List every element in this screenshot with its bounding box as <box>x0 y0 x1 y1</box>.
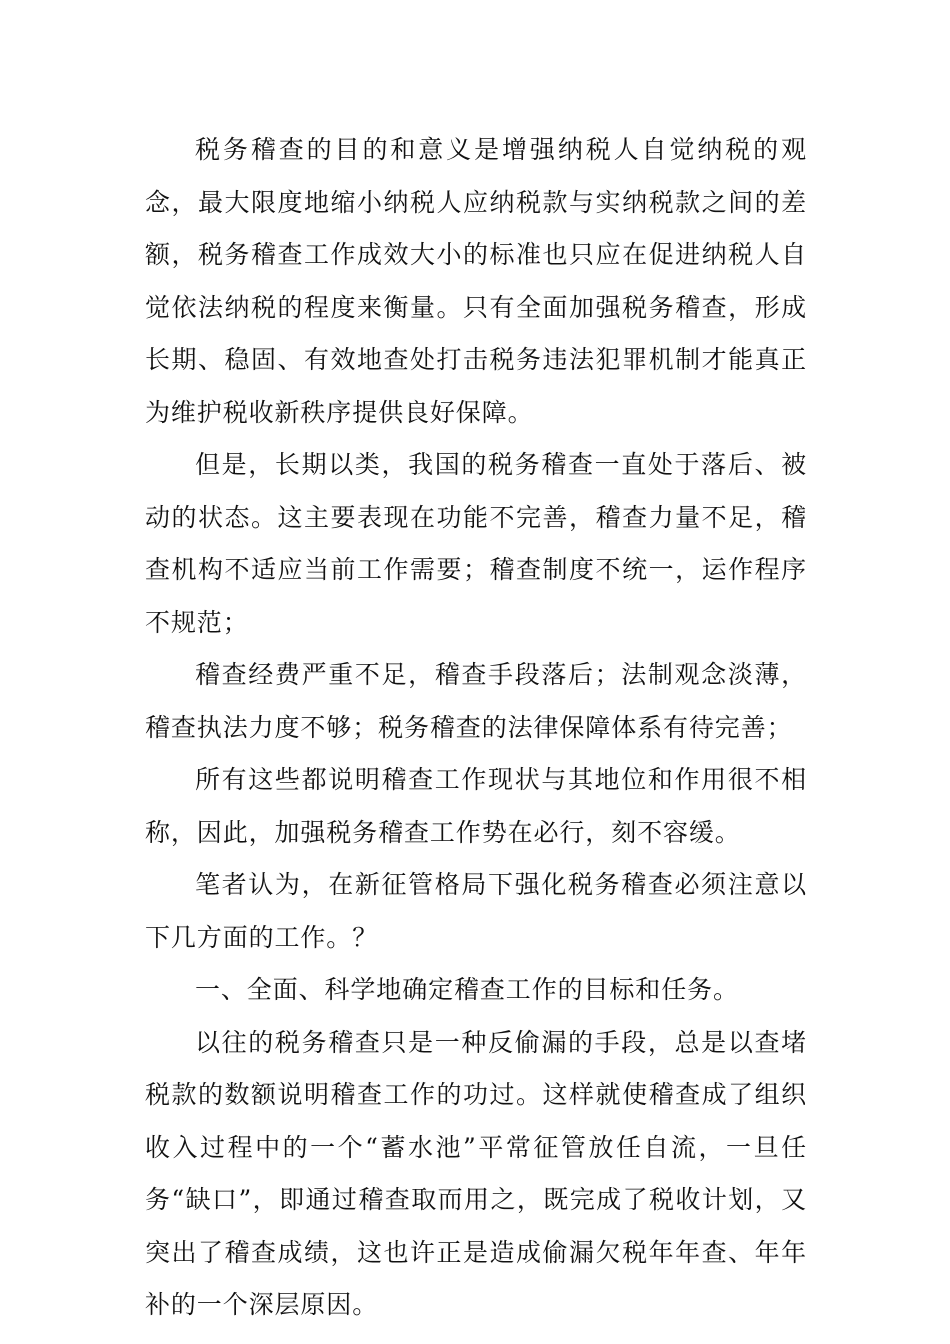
paragraph-purpose-of-tax-audit: 税务稽查的目的和意义是增强纳税人自觉纳税的观念，最大限度地缩小纳税人应纳税款与实纳税款之间的差额，税务稽查工作成效大小的标准也只应在促进纳税人自觉依法纳税的程度来衡量。只有全面加强税务稽查，形成长期、稳固、有效地查处打击税务违法犯罪机制才能真正为维护税收新秩序提供良好保障。 <box>145 135 807 427</box>
paragraph-necessity: 所有这些都说明稽查工作现状与其地位和作用很不相称，因此，加强税务稽查工作势在必行，刻不容缓。 <box>145 765 807 847</box>
document-body <box>145 124 807 1332</box>
paragraph-funding-shortage: 稽查经费严重不足，稽查手段落后；法制观念淡薄，稽查执法力度不够；税务稽查的法律保障体系有待完善； <box>145 660 807 742</box>
section-heading-one: 一、全面、科学地确定稽查工作的目标和任务。 <box>195 975 739 1004</box>
paragraph-past-practice: 以往的税务稽查只是一种反偷漏的手段，总是以查堵税款的数额说明稽查工作的功过。这样就使稽查成了组织收入过程中的一个“蓄水池”平常征管放任自流，一旦任务“缺口”，即通过稽查取而用之，既完成了税收计划，又突出了稽查成绩，这也许正是造成偷漏欠税年年查、年年补的一个深层原因。 <box>145 1027 807 1319</box>
paragraph-current-status: 但是，长期以类，我国的税务稽查一直处于落后、被动的状态。这主要表现在功能不完善，稽查力量不足，稽查机构不适应当前工作需要；稽查制度不统一，运作程序不规范； <box>145 450 807 637</box>
paragraph-author-view: 笔者认为，在新征管格局下强化税务稽查必须注意以下几方面的工作。？ <box>145 870 807 952</box>
